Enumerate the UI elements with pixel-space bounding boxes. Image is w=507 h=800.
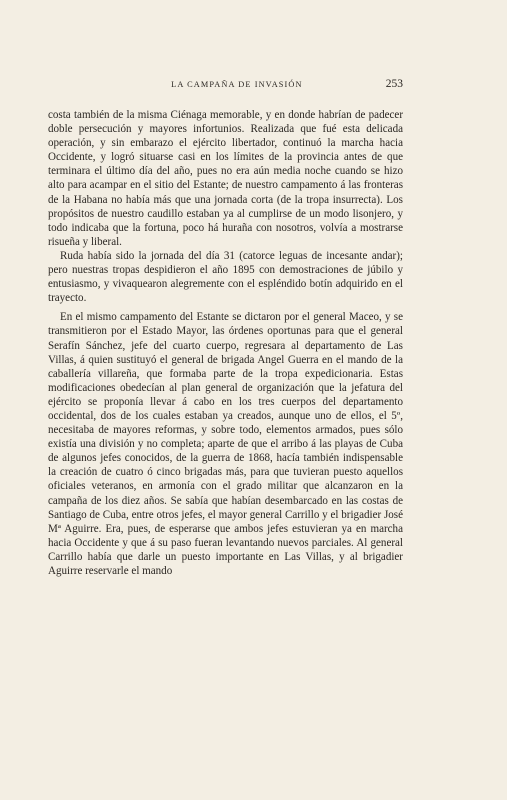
page-header	[48, 78, 403, 90]
paragraph-2: Ruda había sido la jornada del día 31 (catorce leguas de incesante andar); pero nuestras tropas despidieron el año 1895 con demostraciones de júbilo y entusiasmo, y vivaquearon alegremente con el espléndido botín adquirido en el trayecto.	[48, 249, 403, 305]
running-title: LA CAMPAÑA DE INVASIÓN	[171, 80, 303, 89]
paragraph-3: En el mismo campamento del Estante se dictaron por el general Maceo, y se transmitieron por el Estado Mayor, las órdenes oportunas para que el general Serafín Sánchez, jefe del cuarto cuerpo, regresara al departamento de Las Villas, á quien sustituyó el general de brigada Angel Guerra en el mando de la caballería villareña, que formaba parte de la tropa expedicionaria. Estas modificaciones obedecían al plan general de organización que la jefatura del ejército se proponía llevar á cabo en los tres cuerpos del departamento occidental, dos de los cuales estaban ya creados, aunque uno de ellos, el 5º, necesitaba de mayores reformas, y sobre todo, elementos armados, pues sólo existía una división y no completa; aparte de que el arribo á las playas de Cuba de algunos jefes conocidos, de la guerra de 1868, hacía también indispensable la creación de cuatro ó cinco brigadas más, para que tuvieran puesto aquellos oficiales veteranos, en armonía con el grado militar que alcanzaron en la campaña de los diez años. Se sabía que habían desembarcado en las costas de Santiago de Cuba, entre otros jefes, el mayor general Carrillo y el brigadier José Mª Aguirre. Era, pues, de esperarse que ambos jefes estuvieran ya en marcha hacia Occidente y que á su paso fueran levantando nuevos parciales. Al general Carrillo había que darle un puesto importante en Las Villas, y al brigadier Aguirre reservarle el mando	[48, 311, 403, 577]
paragraph-1: costa también de la misma Ciénaga memorable, y en donde habrían de padecer doble persecución y mayores infortunios. Realizada que fué esta delicada operación, y sin embarazo el ejército libertador, continuó la marcha hacia Occidente, y logró situarse casi en los límites de la provincia antes de que terminara el último día del año, pues no era aún media noche cuando se hizo alto para acampar en el sitio del Estante; de nuestro campamento á las fronteras de la Habana no había más que una jornada corta (de la tropa insurrecta). Los propósitos de nuestro caudillo estaban ya al cumplirse de un modo lisonjero, y todo indicaba que la fortuna, poco há huraña con nosotros, volvía a mostrarse risueña y liberal.	[48, 109, 403, 248]
page-number: 253	[385, 78, 403, 90]
page-body	[48, 108, 403, 578]
